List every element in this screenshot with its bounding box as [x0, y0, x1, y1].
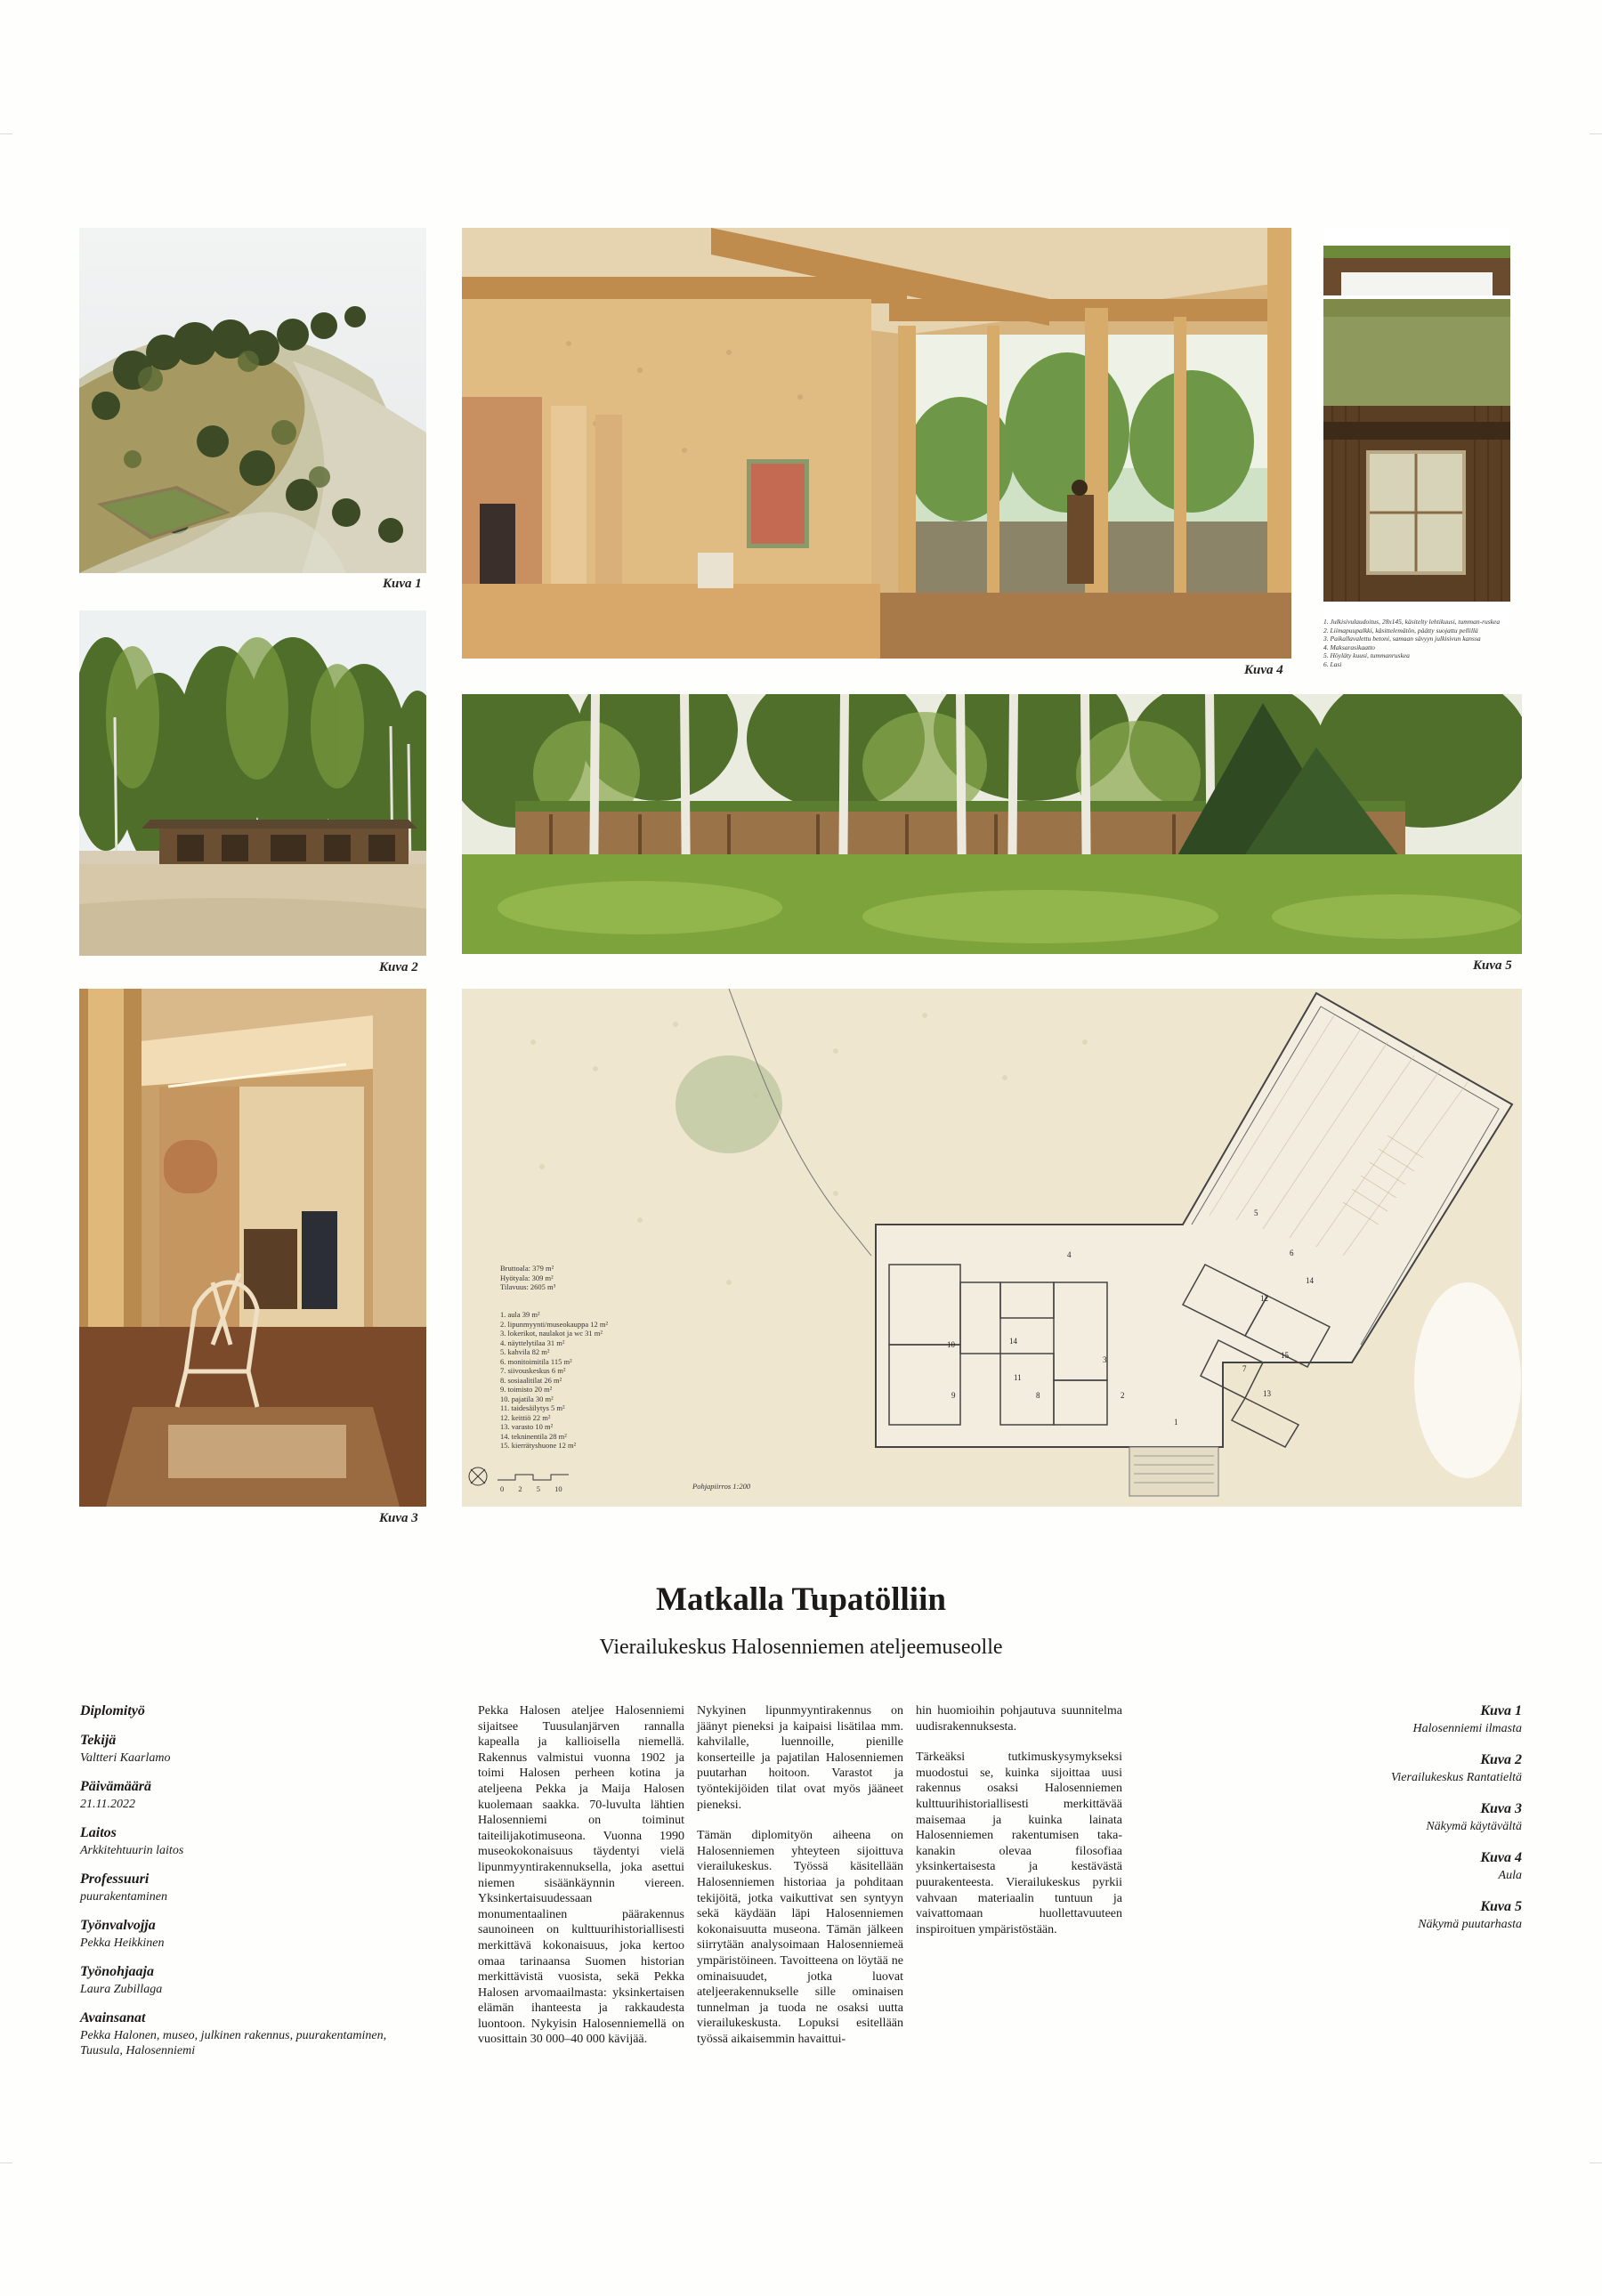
figure-list-label: Kuva 5 — [1480, 1899, 1522, 1914]
figure-list-label: Kuva 4 — [1480, 1850, 1522, 1865]
scale-tick: 5 — [536, 1484, 540, 1493]
plan-room-item: 3. lokerikot, naulakot ja wc 31 m² — [500, 1329, 603, 1338]
room-number: 14 — [1306, 1276, 1314, 1285]
meta-label: Työnohjaaja — [80, 1964, 154, 1979]
crop-mark — [0, 133, 12, 134]
meta-item — [80, 1918, 418, 1951]
plan-room-item: 1. aula 39 m² — [500, 1310, 540, 1319]
section-legend-item: 1. Julkisivulaudoitus, 28x145, käsitelty lehtikuusi, tumman-ruskea — [1323, 618, 1501, 626]
figure-list-item — [1282, 1703, 1522, 1736]
section-legend-item: 5. Höyläty kuusi, tummanruskea — [1323, 651, 1410, 659]
figure-list-value: Halosenniemi ilmasta — [1412, 1722, 1522, 1735]
section-legend-item: 4. Maksarasikaatto — [1323, 643, 1375, 651]
plan-scale-label: Pohjapiirros 1:200 — [692, 1482, 751, 1491]
caption-kuva-5: Kuva 5 — [1473, 958, 1512, 973]
meta-item — [80, 1872, 418, 1904]
meta-value: Pekka Heikkinen — [80, 1936, 165, 1950]
room-number: 8 — [1036, 1391, 1040, 1400]
plan-room-item: 15. kierrätyshuone 12 m² — [500, 1441, 577, 1450]
section-legend-item: 2. Liimapuupalkki, käsittelemätön, päätty suojattu pellillä — [1323, 626, 1478, 635]
thesis-meta — [80, 1703, 418, 2072]
page-title: Matkalla Tupatölliin — [656, 1581, 946, 1618]
plan-room-item: 6. monitoimitila 115 m² — [500, 1356, 572, 1366]
room-number: 15 — [1281, 1351, 1289, 1360]
room-number: 13 — [1263, 1389, 1271, 1398]
corridor-view-image — [79, 989, 426, 1507]
figure-list-value: Vierailukeskus Rantatieltä — [1390, 1771, 1522, 1784]
figure-list-item — [1282, 1752, 1522, 1785]
meta-value: 21.11.2022 — [80, 1798, 135, 1811]
meta-value: Arkkitehtuurin laitos — [80, 1844, 184, 1857]
room-number: 12 — [1260, 1294, 1268, 1303]
room-number: 2 — [1121, 1391, 1125, 1400]
caption-kuva-1: Kuva 1 — [383, 577, 422, 591]
plan-room-item: 10. pajatila 30 m² — [500, 1394, 554, 1403]
meta-value: Laura Zubillaga — [80, 1983, 163, 1996]
figure-list-label: Kuva 2 — [1480, 1752, 1522, 1767]
body-column-1 — [478, 1703, 684, 2063]
garden-view-image — [462, 694, 1522, 954]
meta-item — [80, 1964, 418, 1997]
room-number: 7 — [1242, 1364, 1247, 1373]
section-legend-item: 3. Paikallavalettu betoni, samaan sävyyn julkisivun kanssa — [1323, 635, 1481, 643]
plan-room-list — [500, 1310, 660, 1451]
plan-room-item: 11. taidesäilytys 5 m² — [500, 1403, 565, 1412]
body-paragraph: Pekka Halosen ateljee Halosenniemi sijaitsee Tuusulanjärven rannalla kapealla ja kallioisella niemellä. Rakennus valmistui vuonna 1902 ja toimi Halosen perheen kotina ja ateljeena Pekka ja Maija Halosen kuolemaan saakka. 70-luvulta lähtien Halosenniemi on toiminut taiteilijakotimuseona. Vuonna 1990 museokokonaisuus täydentyi vielä lipunmyyntirakennuksella, joka asettui niemen sisäänkäynnin viereen. Yksinkertaisuudessaan monumentaalinen päärakennus saunoineen on kulttuurihistoriallisesti merkittävä kokonaisuus, joka kertoo omaa tarinaansa Suomen historian merkittävistä vuosista, sekä Pekka Halosen arvomaailmasta: yksinkertaisen elämän ihanteesta ja rakkaudesta luontoon. Nykyisin Halosenniemellä on vuosittain 30 000–40 000 kävijää. — [478, 1704, 684, 2047]
room-number: 1 — [1174, 1418, 1178, 1427]
plan-room-item: 9. toimisto 20 m² — [500, 1385, 553, 1394]
room-number: 14 — [1009, 1337, 1017, 1346]
plan-area-item: Hyötyala: 309 m² — [500, 1273, 554, 1282]
meta-value: Valtteri Kaarlamo — [80, 1751, 171, 1765]
exterior-road-image — [79, 610, 426, 956]
meta-label: Avainsanat — [80, 2010, 146, 2025]
plan-room-item: 8. sosiaalitilat 26 m² — [500, 1375, 562, 1385]
room-number: 4 — [1067, 1250, 1072, 1259]
meta-label: Tekijä — [80, 1733, 117, 1748]
scale-tick: 2 — [518, 1484, 522, 1493]
figure-list-item — [1282, 1801, 1522, 1834]
wall-section-image — [1323, 228, 1510, 627]
crop-mark — [1590, 133, 1602, 134]
meta-item — [80, 2010, 418, 2058]
meta-label: Päivämäärä — [80, 1779, 151, 1794]
body-paragraph: Tärkeäksi tutkimuskysymykseksi muodostui se, kuinka sijoittaa uusi rakennus osaksi Halosenniemen kulttuurihistoriallisesti merkittävää maisemaa ja kuinka lainata Halosenniemen rakentumisen takakanakin olevaa filosofiaa yksinkertaisesta ja kestävästä puurakenteesta. Vierailukeskus pyrkii vahvaan materiaalin tuntuun ja vaivattomaan huollettavuuteen inspiroituen ympäristöstään. — [916, 1750, 1122, 1936]
scale-tick: 0 — [500, 1484, 505, 1493]
section-legend — [1323, 618, 1510, 668]
room-number: 5 — [1254, 1209, 1258, 1217]
figure-list — [1282, 1703, 1522, 1948]
figure-list-item — [1282, 1899, 1522, 1932]
meta-item — [80, 1825, 418, 1858]
plan-area-summary — [500, 1264, 643, 1292]
meta-value: Pekka Halonen, museo, julkinen rakennus, puurakentaminen, Tuusula, Halosenniemi — [80, 2029, 387, 2058]
meta-label: Työnvalvojja — [80, 1918, 156, 1933]
plan-room-item: 2. lipunmyynti/museokauppa 12 m² — [500, 1319, 609, 1329]
caption-kuva-2: Kuva 2 — [379, 960, 418, 974]
plan-area-item: Bruttoala: 379 m² — [500, 1264, 554, 1273]
room-number: 10 — [947, 1340, 955, 1349]
body-paragraph: Tämän diplomityön aiheena on Halosenniemen yhteyteen sijoittuva vierailukeskus. Työssä käsitellään Halosenniemen historiaa ja pohditaan tekijöitä, jotka vaikuttivat sen syntyyn sekä käydään läpi Halosenniemen kokonaisuutta museona. Tämän jälkeen siirrytään analysoimaan Halosenniemeä ympäristöineen. Tavoitteena on löytää ne ominaisuudet, jotka luovat ateljeerakennukselle sille ominaisen tunnelman ja tuoda ne osaksi uutta vierailukeskusta. Lopuksi esitellään työssä aikaisemmin havaittui- — [697, 1829, 903, 2046]
meta-value: puurakentaminen — [80, 1890, 167, 1904]
plan-room-item: 13. varasto 10 m² — [500, 1422, 554, 1431]
room-number: 11 — [1014, 1373, 1022, 1382]
figure-list-item — [1282, 1850, 1522, 1883]
body-column-2 — [697, 1703, 903, 2062]
meta-label: Laitos — [80, 1825, 117, 1840]
caption-kuva-3: Kuva 3 — [379, 1511, 418, 1525]
meta-item — [80, 1733, 418, 1766]
page-subtitle: Vierailukeskus Halosenniemen ateljeemuseolle — [599, 1636, 1003, 1659]
body-paragraph: Nykyinen lipunmyyntirakennus on jäänyt pieneksi ja kaipaisi lisätilaa mm. kahvilalle, luennoille, pienille konserteille ja pajatilan Halosenniemen puutarhan hoitoon. Varastot ja työntekijöiden tilat ovat myös jääneet pieneksi. — [697, 1704, 903, 1812]
plan-area-item: Tilavuus: 2605 m³ — [500, 1282, 556, 1291]
meta-label: Professuuri — [80, 1872, 150, 1887]
figure-list-label: Kuva 1 — [1480, 1703, 1522, 1718]
room-number: 9 — [951, 1391, 956, 1400]
figure-list-value: Aula — [1498, 1869, 1522, 1882]
plan-room-item: 5. kahvila 82 m² — [500, 1347, 550, 1356]
plan-scale-ticks — [500, 1484, 562, 1494]
body-paragraph: hin huomioihin pohjautuva suunnitelma uudisrakennuksesta. — [916, 1704, 1122, 1734]
section-legend-item: 6. Lasi — [1323, 659, 1342, 668]
caption-kuva-4: Kuva 4 — [1244, 663, 1283, 677]
figure-list-label: Kuva 3 — [1480, 1801, 1522, 1816]
room-number: 3 — [1103, 1355, 1107, 1364]
plan-room-item: 14. tekninentila 28 m² — [500, 1431, 567, 1441]
plan-room-item: 4. näyttelytilaa 31 m² — [500, 1338, 565, 1347]
aerial-view-image — [79, 228, 426, 573]
meta-label: Diplomityö — [80, 1703, 145, 1718]
lobby-view-image — [462, 228, 1291, 659]
room-number: 6 — [1290, 1249, 1294, 1257]
body-column-3 — [916, 1703, 1122, 1952]
plan-room-item: 7. siivouskeskus 6 m² — [500, 1366, 566, 1375]
scale-tick: 10 — [554, 1484, 562, 1493]
meta-item — [80, 1703, 418, 1719]
meta-item — [80, 1779, 418, 1812]
figure-list-value: Näkymä käytävältä — [1426, 1820, 1522, 1833]
plan-room-item: 12. keittiö 22 m² — [500, 1412, 551, 1422]
figure-list-value: Näkymä puutarhasta — [1418, 1918, 1522, 1931]
